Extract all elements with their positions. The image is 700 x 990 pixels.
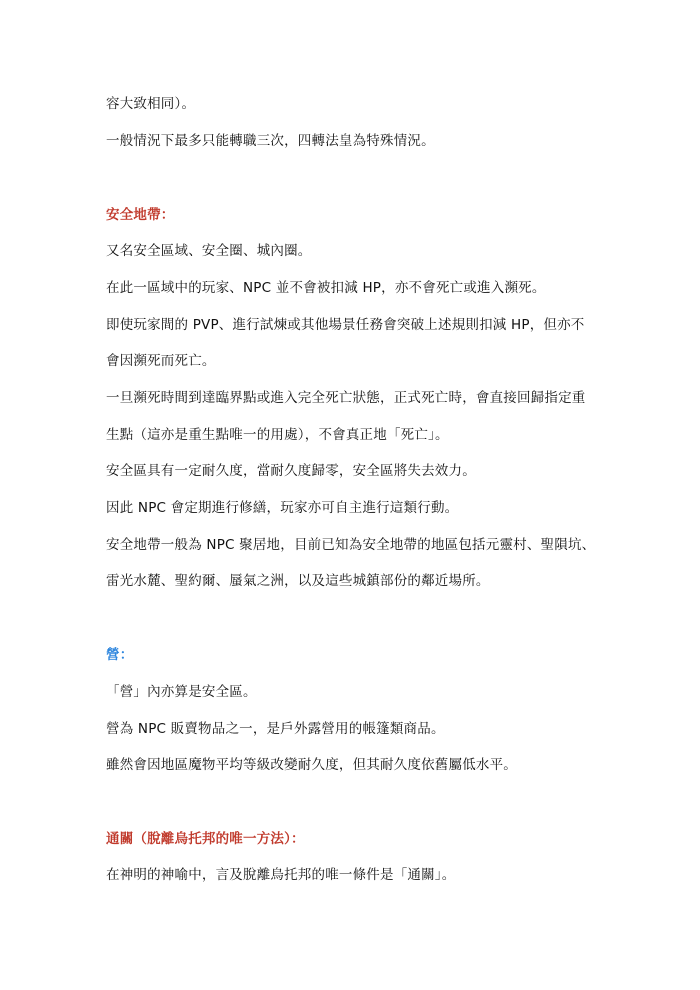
safe-zone-line-9: 安全地帶一般為 NPC 聚居地，目前已知為安全地帶的地區包括元靈村、聖隕坑、 [106,537,596,553]
safe-zone-line-4: 會因瀕死而死亡。 [106,353,216,369]
section-heading-safe-zone: 安全地帶： [106,207,175,223]
safe-zone-line-6: 生點（這亦是重生點唯一的用處），不會真正地「死亡」。 [106,427,449,443]
camp-line-2: 營為 NPC 販賣物品之一，是戶外露營用的帳篷類商品。 [106,721,445,737]
section-heading-camp: 營： [106,647,134,663]
safe-zone-line-3: 即使玩家間的 PVP、進行試煉或其他場景任務會突破上述規則扣減 HP，但亦不 [106,317,585,333]
safe-zone-line-10: 雷光水麓、聖約爾、蜃氣之洲，以及這些城鎮部份的鄰近場所。 [106,573,490,589]
intro-line-2: 一般情況下最多只能轉職三次，四轉法皇為特殊情況。 [106,133,435,149]
section-heading-clearance: 通關（脫離烏托邦的唯一方法）： [106,831,305,847]
intro-line-1: 容大致相同）。 [106,96,196,112]
safe-zone-line-7: 安全區具有一定耐久度，當耐久度歸零，安全區將失去效力。 [106,463,476,479]
safe-zone-line-8: 因此 NPC 會定期進行修繕，玩家亦可自主進行這類行動。 [106,500,459,516]
clearance-line-1: 在神明的神喻中，言及脫離烏托邦的唯一條件是「通關」。 [106,867,456,883]
safe-zone-line-1: 又名安全區域、安全圈、城內圈。 [106,243,312,259]
camp-line-3: 雖然會因地區魔物平均等級改變耐久度，但其耐久度依舊屬低水平。 [106,757,517,773]
safe-zone-line-5: 一旦瀕死時間到達臨界點或進入完全死亡狀態，正式死亡時，會直接回歸指定重 [106,390,586,406]
camp-line-1: 「營」內亦算是安全區。 [106,684,257,700]
safe-zone-line-2: 在此一區域中的玩家、NPC 並不會被扣減 HP，亦不會死亡或進入瀕死。 [106,280,546,296]
